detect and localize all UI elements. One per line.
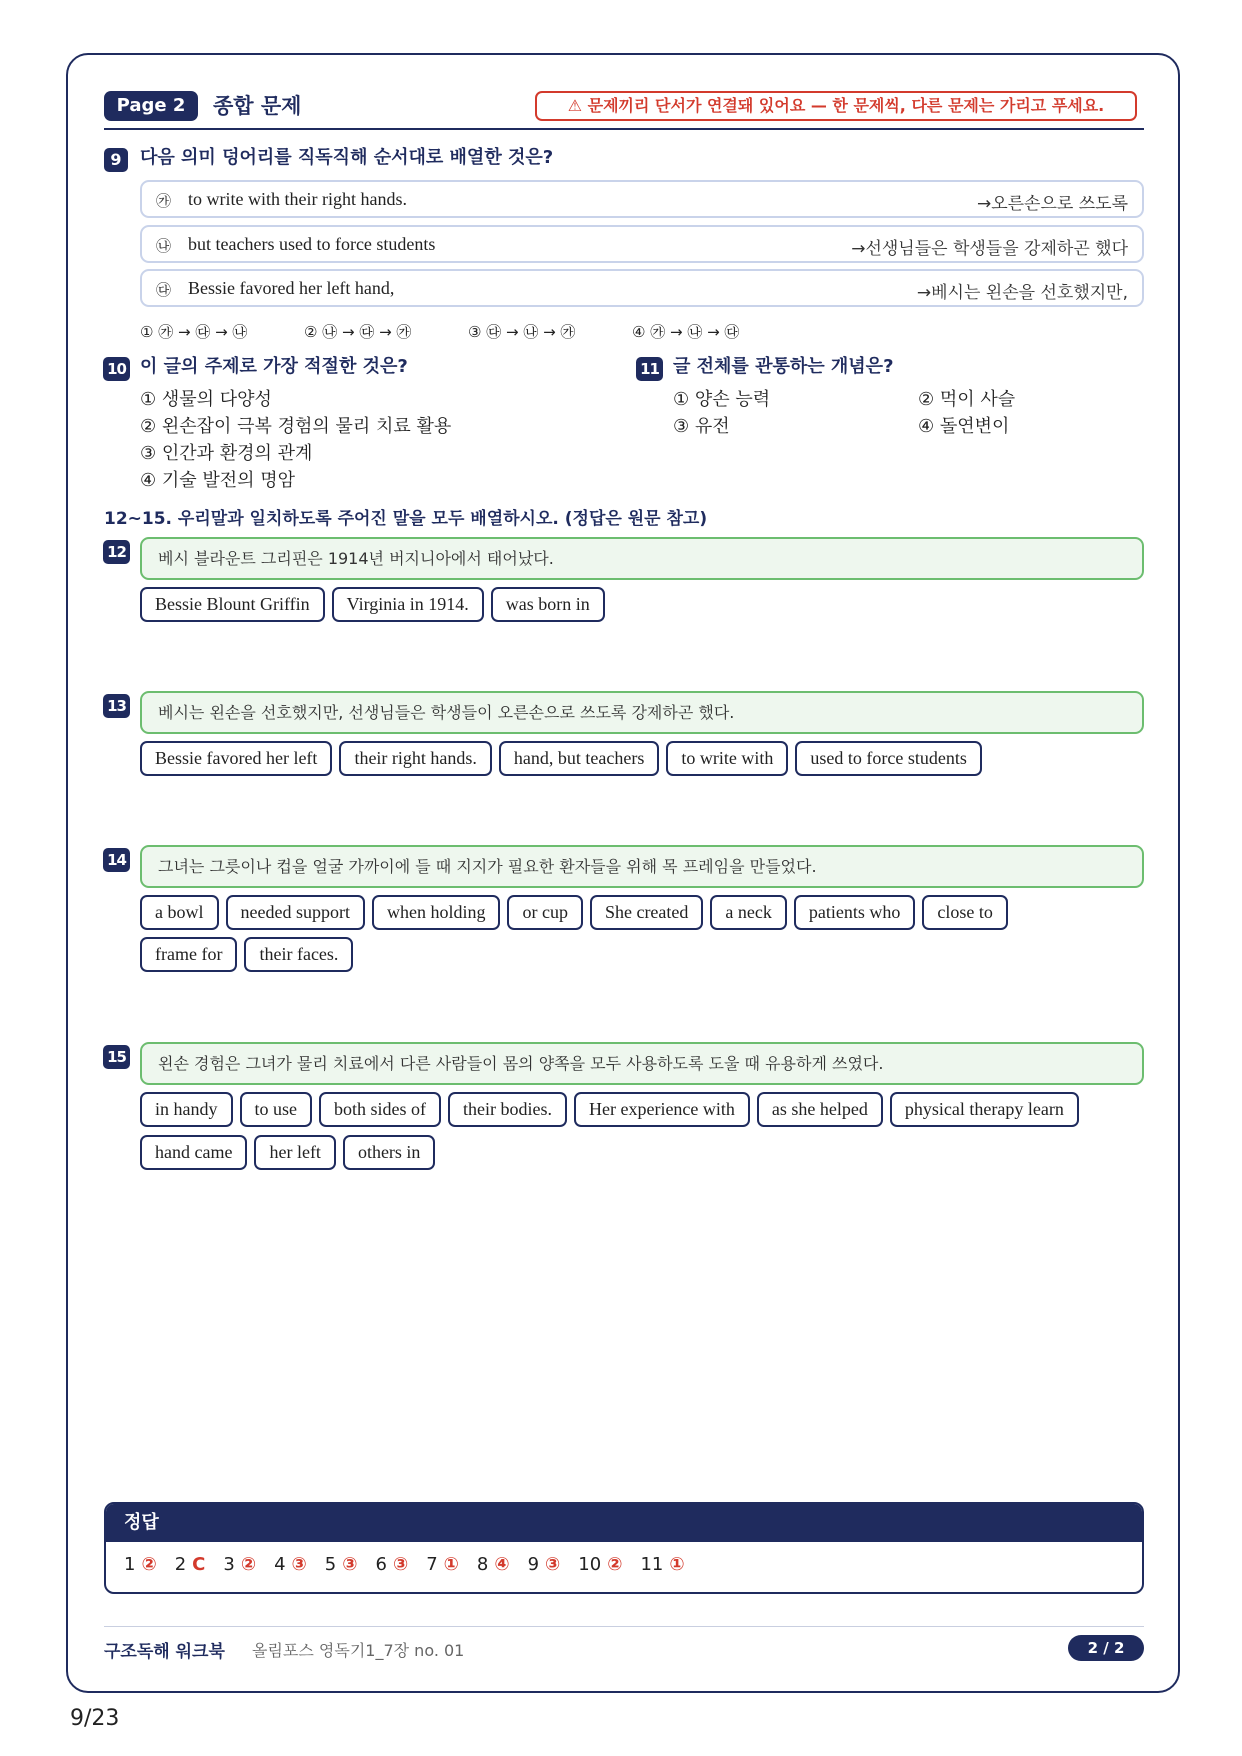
chunk-korean: →오른손으로 쓰도록	[976, 194, 1128, 214]
footer-page-badge: 2 / 2	[1068, 1635, 1144, 1661]
answer-item: 2 C	[174, 1554, 206, 1575]
warning-banner: ⚠ 문제끼리 단서가 연결돼 있어요 — 한 문제씩, 다른 문제는 가리고 푸세요.	[535, 91, 1137, 121]
chunk-english: to write with their right hands.	[188, 189, 407, 209]
chunk-korean: →베시는 왼손을 선호했지만,	[916, 283, 1128, 303]
word-tile[interactable]: She created	[590, 895, 703, 930]
word-tile[interactable]: when holding	[372, 895, 501, 930]
chunk-english: but teachers used to force students	[188, 234, 436, 254]
question-10-title: 이 글의 주제로 가장 적절한 것은?	[140, 356, 408, 377]
chunk-na	[140, 225, 1144, 263]
question-9-title: 다음 의미 덩어리를 직독직해 순서대로 배열한 것은?	[140, 147, 554, 168]
word-tile[interactable]: needed support	[226, 895, 365, 930]
word-tile[interactable]: Her experience with	[574, 1092, 750, 1127]
word-tile[interactable]: hand came	[140, 1135, 247, 1170]
answer-key	[104, 1502, 1144, 1594]
q13-korean-sentence: 베시는 왼손을 선호했지만, 선생님들은 학생들이 오른손으로 쓰도록 강제하곤 했다.	[140, 691, 1144, 734]
header-divider	[104, 128, 1144, 130]
question-number-13: 13	[103, 694, 130, 718]
chunk-korean: →선생님들은 학생들을 강제하곤 했다	[851, 239, 1128, 259]
page-badge: Page 2	[104, 91, 198, 121]
q11-option-2[interactable]: ② 먹이 사슬	[918, 389, 1016, 410]
word-tile[interactable]: their right hands.	[339, 741, 491, 776]
answer-key-title: 정답	[106, 1504, 1142, 1542]
q15-korean-sentence: 왼손 경험은 그녀가 물리 치료에서 다른 사람들이 몸의 양쪽을 모두 사용하도록 도울 때 유용하게 쓰였다.	[140, 1042, 1144, 1085]
word-tile[interactable]: to write with	[666, 741, 788, 776]
word-tile[interactable]: a bowl	[140, 895, 219, 930]
footer-book-title: 구조독해 워크북	[104, 1642, 225, 1662]
question-number-11: 11	[636, 357, 663, 381]
word-tile[interactable]: in handy	[140, 1092, 233, 1127]
answer-item: 3 ②	[223, 1554, 257, 1575]
word-tile[interactable]: others in	[343, 1135, 436, 1170]
answer-item: 8 ④	[476, 1554, 510, 1575]
word-tile[interactable]: patients who	[794, 895, 916, 930]
q12-word-row-1	[140, 587, 605, 622]
word-tile[interactable]: frame for	[140, 937, 237, 972]
word-tile[interactable]: a neck	[710, 895, 786, 930]
footer-divider	[104, 1626, 1144, 1627]
q13-word-row-1	[140, 741, 982, 776]
word-tile[interactable]: hand, but teachers	[499, 741, 659, 776]
chunk-marker: ㉰	[156, 281, 172, 299]
q14-word-row-2	[140, 937, 353, 972]
document-page-number: 9/23	[70, 1706, 120, 1731]
q14-word-row-1	[140, 895, 1008, 930]
word-tile[interactable]: their bodies.	[448, 1092, 567, 1127]
answer-list	[106, 1542, 1142, 1575]
word-tile[interactable]: was born in	[491, 587, 605, 622]
chunk-marker: ㉮	[156, 192, 172, 210]
word-tile[interactable]: close to	[922, 895, 1008, 930]
q9-option-2[interactable]: ② ㉯ → ㉰ → ㉮	[304, 323, 412, 341]
q11-option-3[interactable]: ③ 유전	[673, 416, 730, 437]
word-tile[interactable]: used to force students	[795, 741, 981, 776]
chunk-da	[140, 269, 1144, 307]
q10-option-4[interactable]: ④ 기술 발전의 명암	[140, 470, 296, 491]
q11-option-4[interactable]: ④ 돌연변이	[918, 416, 1010, 437]
question-number-12: 12	[103, 540, 130, 564]
answer-item: 11 ①	[640, 1554, 685, 1575]
word-tile[interactable]: physical therapy learn	[890, 1092, 1079, 1127]
q15-word-row-2	[140, 1135, 435, 1170]
word-tile[interactable]: both sides of	[319, 1092, 441, 1127]
chunk-marker: ㉯	[156, 237, 172, 255]
chunk-english: Bessie favored her left hand,	[188, 278, 395, 298]
answer-item: 6 ③	[375, 1554, 409, 1575]
footer-subtitle: 올림포스 영독기1_7장 no. 01	[252, 1641, 465, 1660]
question-number-9: 9	[104, 148, 128, 172]
q10-option-1[interactable]: ① 생물의 다양성	[140, 389, 272, 410]
q12-korean-sentence: 베시 블라운트 그리핀은 1914년 버지니아에서 태어났다.	[140, 537, 1144, 580]
q9-option-4[interactable]: ④ ㉮ → ㉯ → ㉰	[632, 323, 740, 341]
word-tile[interactable]: Bessie favored her left	[140, 741, 332, 776]
answer-item: 9 ③	[527, 1554, 561, 1575]
answer-item: 5 ③	[324, 1554, 358, 1575]
q11-option-1[interactable]: ① 양손 능력	[673, 389, 771, 410]
answer-item: 1 ②	[124, 1554, 157, 1575]
question-number-14: 14	[103, 848, 130, 872]
answer-item: 10 ②	[578, 1554, 623, 1575]
question-11-title: 글 전체를 관통하는 개념은?	[673, 356, 894, 377]
q10-option-3[interactable]: ③ 인간과 환경의 관계	[140, 443, 313, 464]
question-number-10: 10	[103, 357, 130, 381]
word-tile[interactable]: her left	[254, 1135, 335, 1170]
q14-korean-sentence: 그녀는 그릇이나 컵을 얼굴 가까이에 들 때 지지가 필요한 환자들을 위해 목 프레임을 만들었다.	[140, 845, 1144, 888]
section-heading: 12~15. 우리말과 일치하도록 주어진 말을 모두 배열하시오. (정답은 원문 참고)	[104, 509, 708, 529]
word-tile[interactable]: to use	[240, 1092, 313, 1127]
word-tile[interactable]: as she helped	[757, 1092, 883, 1127]
question-number-15: 15	[103, 1045, 130, 1069]
q9-option-3[interactable]: ③ ㉰ → ㉯ → ㉮	[468, 323, 576, 341]
word-tile[interactable]: their faces.	[244, 937, 353, 972]
answer-item: 4 ③	[274, 1554, 307, 1575]
q10-option-2[interactable]: ② 왼손잡이 극복 경험의 물리 치료 활용	[140, 416, 452, 437]
chunk-ga	[140, 180, 1144, 218]
word-tile[interactable]: Virginia in 1914.	[332, 587, 484, 622]
answer-item: 7 ①	[426, 1554, 459, 1575]
page-title: 종합 문제	[213, 94, 302, 118]
q15-word-row-1	[140, 1092, 1079, 1127]
word-tile[interactable]: Bessie Blount Griffin	[140, 587, 325, 622]
word-tile[interactable]: or cup	[507, 895, 582, 930]
q9-option-1[interactable]: ① ㉮ → ㉰ → ㉯	[140, 323, 248, 341]
